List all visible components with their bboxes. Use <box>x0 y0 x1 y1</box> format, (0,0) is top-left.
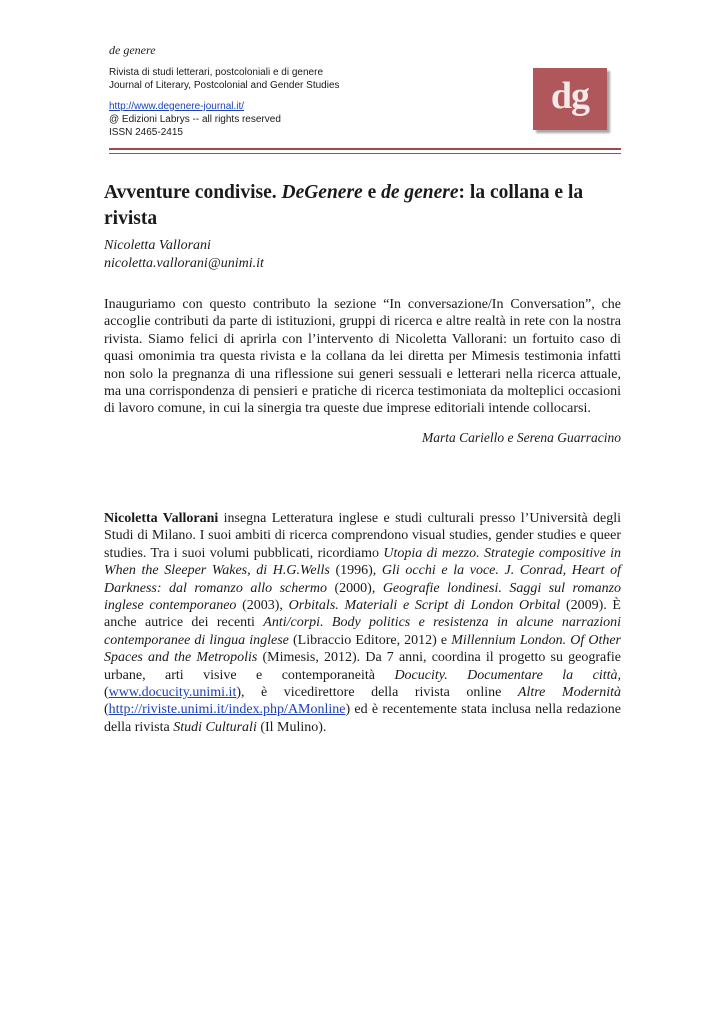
title-segment: e <box>362 182 382 203</box>
title-segment: : la collana e la rivista <box>104 182 584 229</box>
bio-author-name: Nicoletta Vallorani <box>104 511 219 526</box>
bio-book-title: Millennium London. Of Other Spaces and the Metropolis <box>104 632 621 666</box>
bio-text: (2000), <box>327 580 383 596</box>
author-email: nicoletta.vallorani@unimi.it <box>104 256 264 271</box>
author-name: Nicoletta Vallorani <box>104 238 211 253</box>
bio-text: (1996), <box>329 563 382 579</box>
bio-book-title: Orbitals. Materiali e Script di London Orbital <box>288 598 561 614</box>
bio-text: ) ed è recentemente stata inclusa nella redazione della rivista <box>104 702 621 735</box>
bio-text: (2003), <box>236 598 289 614</box>
publisher-line: @ Edizioni Labrys -- all rights reserved <box>109 114 281 125</box>
article-title <box>104 180 624 232</box>
journal-info <box>109 100 281 139</box>
bio-journal-title: Altre Modernità <box>517 685 622 701</box>
bio-text: ), è vicedirettore della rivista online <box>236 685 518 701</box>
author-bio <box>104 510 621 736</box>
bio-book-title: Gli occhi e la voce. J. Conrad, Heart of Darkness: dal romanzo allo schermo <box>104 563 621 596</box>
title-segment: Avventure condivise. <box>104 182 282 203</box>
editors-signature: Marta Cariello e Serena Guarracino <box>422 430 621 445</box>
bio-book-title: Geografie londinesi. Saggi sul romanzo inglese contemporaneo <box>104 580 622 614</box>
journal-subtitles <box>109 66 340 92</box>
bio-text: insegna Letteratura inglese e studi culturali presso l’Università degli Studi di Milano. I suoi ambiti di ricerca comprendono visual studies, gender studies e queer studies. Tra i suoi volumi pubblicati, ricordiamo <box>104 511 622 561</box>
subtitle-italian: Rivista di studi letterari, postcoloniali e di genere <box>109 67 323 78</box>
journal-name: de genere <box>109 43 156 57</box>
bio-text: (Mimesis, 2012). Da 7 anni, coordina il progetto su geografie urbane, arti visive e contemporaneità <box>104 650 621 683</box>
subtitle-english: Journal of Literary, Postcolonial and Gender Studies <box>109 80 340 91</box>
header-divider-thick <box>109 148 621 150</box>
bio-text: (Libraccio Editore, 2012) e <box>288 632 452 648</box>
logo-text: dg <box>550 75 590 117</box>
intro-paragraph: Inauguriamo con questo contributo la sezione “In conversazione/In Conversation”, che accoglie contributi da parte di istituzioni, gruppi di ricerca e altre realtà in rete con la nostra rivista. Siamo felici di aprirla con l’intervento di Nicoletta Vallorani: un fortuito caso di quasi omonimia tra questa rivista e la collana da lei diretta per Mimesis testimonia infatti non solo la pregnanza di una riflessione sui generi sessuali e letterari nella ricerca attuale, ma una corrispondenza di pensieri e pratiche di ricerca testimoniata da molteplici occasioni di lavoro comune, in cui la sinergia tra queste due imprese editoriali intende collocarsi. <box>104 297 621 417</box>
journal-url-link[interactable]: http://www.degenere-journal.it/ <box>109 101 245 112</box>
bio-book-title: Utopia di mezzo. Strategie compositive in When the Sleeper Wakes, di H.G.Wells <box>104 545 621 579</box>
bio-book-title: Anti/corpi. Body politics e resistenza in alcune narrazioni contemporanee di lingua inglese <box>104 615 621 648</box>
amonline-link[interactable]: http://riviste.unimi.it/index.php/AMonline <box>108 702 346 718</box>
bio-journal-title: Studi Culturali <box>173 719 257 735</box>
issn-line: ISSN 2465-2415 <box>109 127 183 138</box>
title-segment-italic: de genere <box>381 182 459 203</box>
header-divider-thin <box>109 153 621 154</box>
bio-text: ( <box>104 702 109 718</box>
bio-project-title: Docucity. Documentare la città, <box>394 667 621 683</box>
bio-text: (Il Mulino). <box>256 719 327 735</box>
author-block <box>104 237 264 273</box>
journal-logo <box>533 68 607 130</box>
bio-text: ( <box>104 685 109 701</box>
bio-text: (2009). È anche autrice dei recenti <box>104 598 621 631</box>
title-segment-italic: DeGenere <box>281 182 363 203</box>
docucity-link[interactable]: www.docucity.unimi.it <box>108 685 237 701</box>
